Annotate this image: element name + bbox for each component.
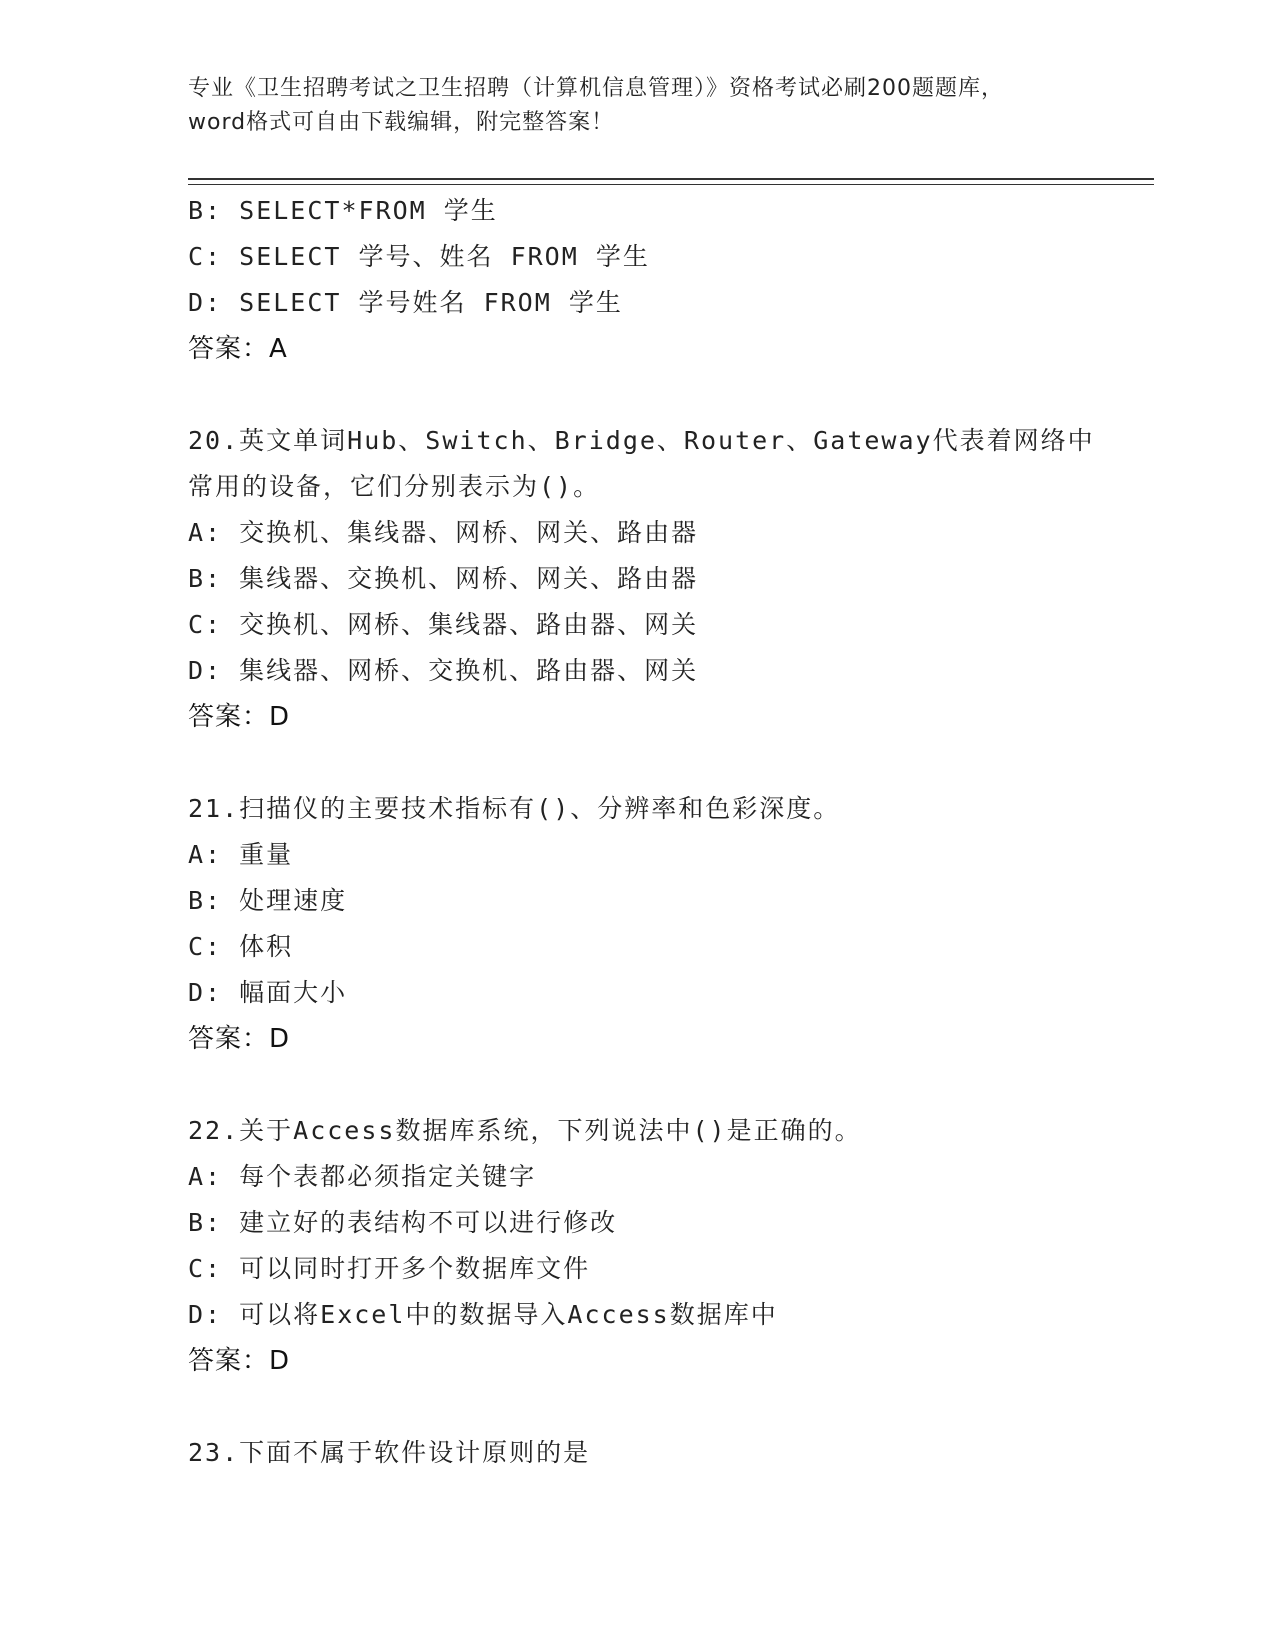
question-23 [188, 1430, 1088, 1476]
option-d: D: SELECT 学号姓名 FROM 学生 [188, 288, 623, 317]
header-line-1: 专业《卫生招聘考试之卫生招聘（计算机信息管理）》资格考试必刷200题题库， [188, 76, 1004, 101]
question-22 [188, 1108, 1088, 1384]
question-21 [188, 786, 1088, 1062]
question-stem: 20.英文单词Hub、Switch、Bridge、Router、Gateway代表着网络中 [188, 426, 1095, 455]
option-c: C: 交换机、网桥、集线器、路由器、网关 [188, 610, 699, 639]
option-b: B: 处理速度 [188, 886, 348, 915]
option-a: A: 交换机、集线器、网桥、网关、路由器 [188, 518, 699, 547]
question-list [188, 188, 1095, 1476]
question-stem: 21.扫描仪的主要技术指标有()、分辨率和色彩深度。 [188, 794, 841, 823]
header-divider-thick [188, 178, 1154, 180]
answer-label: 答案：A [188, 334, 288, 364]
spacer [188, 1062, 1088, 1108]
answer-label: 答案：D [188, 1346, 291, 1376]
option-a: A: 重量 [188, 840, 294, 869]
option-b: B: SELECT*FROM 学生 [188, 196, 498, 225]
document-header [188, 72, 1088, 140]
spacer [188, 1384, 1088, 1430]
header-line-2: word格式可自由下载编辑，附完整答案！ [188, 110, 615, 135]
option-c: C: SELECT 学号、姓名 FROM 学生 [188, 242, 650, 271]
option-d: D: 集线器、网桥、交换机、路由器、网关 [188, 656, 699, 685]
spacer [188, 740, 1088, 786]
option-b: B: 集线器、交换机、网桥、网关、路由器 [188, 564, 699, 593]
answer-label: 答案：D [188, 702, 291, 732]
header-divider-thin [188, 184, 1154, 185]
option-c: C: 可以同时打开多个数据库文件 [188, 1254, 591, 1283]
question-stem: 22.关于Access数据库系统，下列说法中()是正确的。 [188, 1116, 862, 1145]
question-20 [188, 418, 1095, 740]
question-stem: 23.下面不属于软件设计原则的是 [188, 1438, 591, 1467]
option-b: B: 建立好的表结构不可以进行修改 [188, 1208, 618, 1237]
spacer [188, 372, 1088, 418]
option-c: C: 体积 [188, 932, 294, 961]
option-d: D: 可以将Excel中的数据导入Access数据库中 [188, 1300, 778, 1329]
option-d: D: 幅面大小 [188, 978, 348, 1007]
answer-label: 答案：D [188, 1024, 291, 1054]
question-stem: 常用的设备，它们分别表示为()。 [188, 472, 601, 501]
option-a: A: 每个表都必须指定关键字 [188, 1162, 537, 1191]
question-19-continued [188, 188, 1088, 372]
